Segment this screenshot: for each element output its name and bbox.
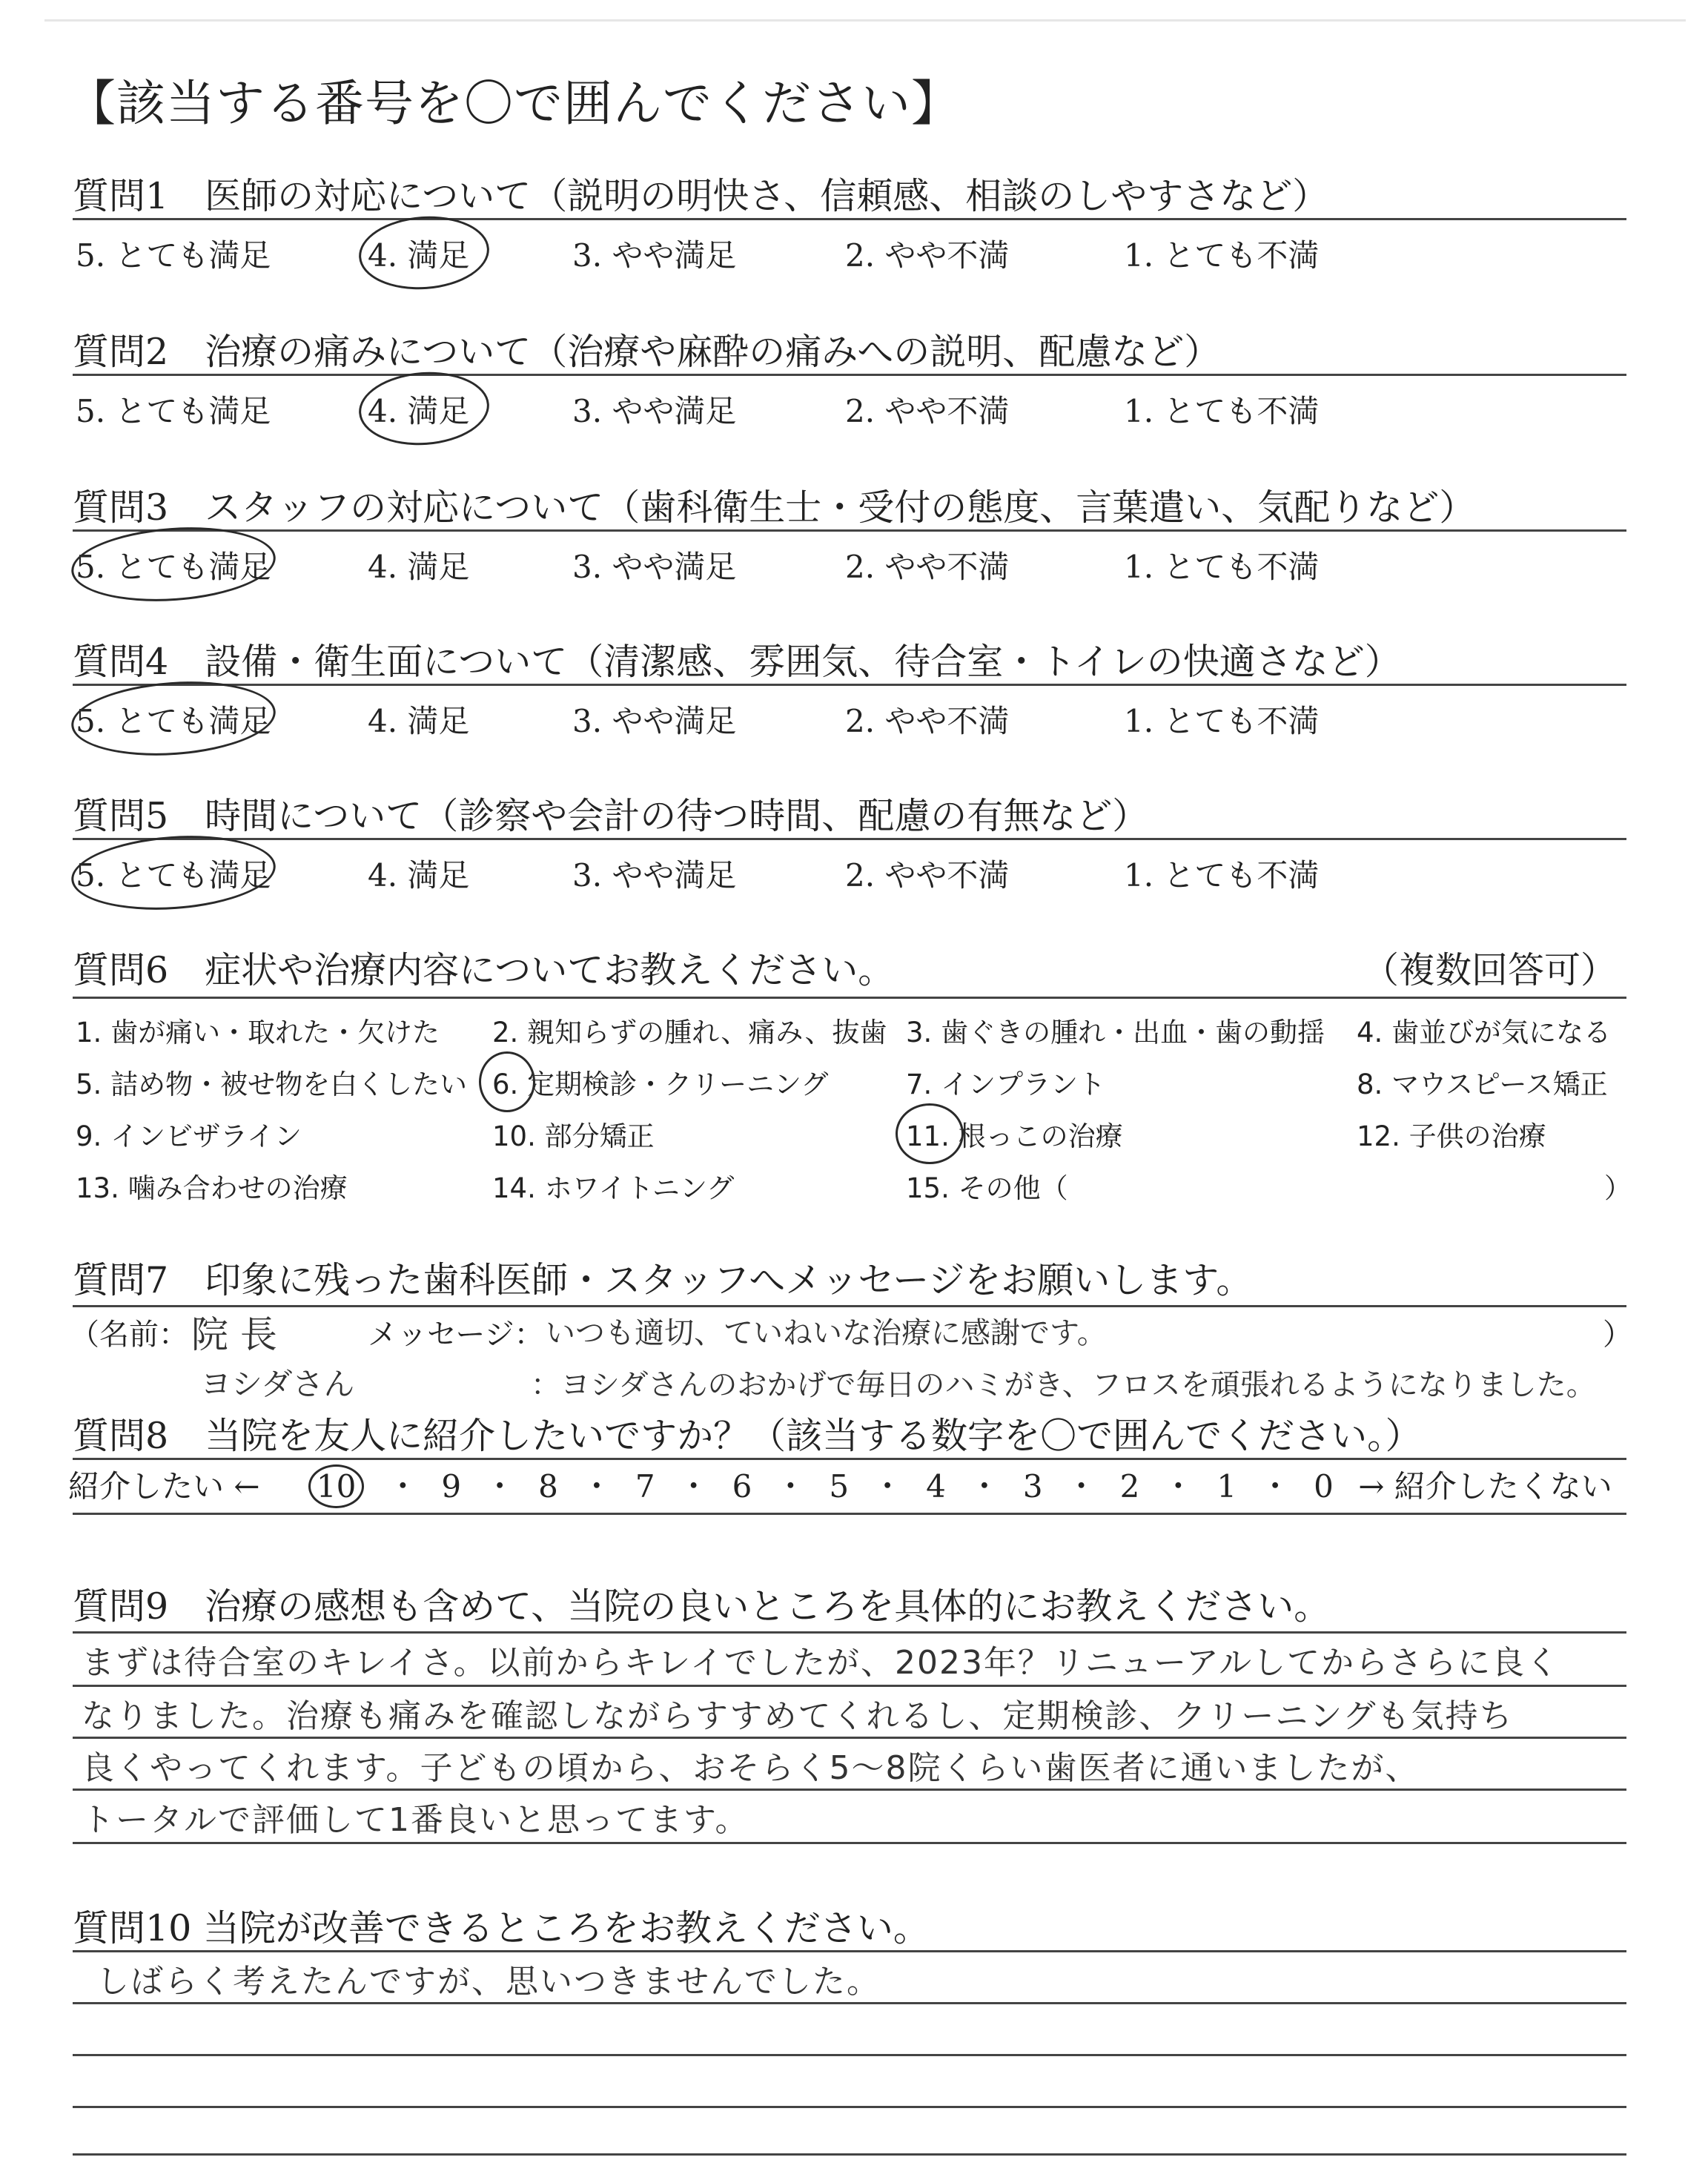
q8-scale-dot: ・ [678, 1468, 709, 1505]
q6-option-3[interactable]: 3. 歯ぐきの腫れ・出血・歯の動揺 [906, 1017, 1325, 1048]
q6-option-6[interactable]: 6. 定期検診・クリーニング [492, 1069, 829, 1100]
q3-option-1[interactable]: 1. とても不満 [1124, 549, 1320, 585]
q4-option-3[interactable]: 3. やや満足 [572, 703, 737, 739]
q5-option-1[interactable]: 1. とても不満 [1124, 857, 1320, 894]
q6-other-close: ） [1604, 1172, 1632, 1204]
q1-option-5[interactable]: 5. とても満足 [76, 237, 271, 274]
q1-option-2[interactable]: 2. やや不満 [845, 237, 1010, 274]
q6-option-5[interactable]: 5. 詰め物・被せ物を白くしたい [76, 1069, 468, 1100]
q10-rule-3 [73, 2054, 1626, 2056]
q8-scale-9[interactable]: 9 [441, 1468, 462, 1505]
q8-scale-dot: ・ [387, 1468, 419, 1505]
q4-option-4[interactable]: 4. 満足 [368, 703, 470, 739]
q8-scale-2[interactable]: 2 [1119, 1468, 1140, 1505]
q3-option-2[interactable]: 2. やや不満 [845, 549, 1010, 585]
q1-rule [73, 218, 1626, 220]
q10-title: 質問10 当院が改善できるところをお教えください。 [73, 1907, 930, 1949]
q3-option-5[interactable]: 5. とても満足 [76, 549, 271, 585]
q7-close-paren: ） [1603, 1318, 1632, 1352]
q3-selection-circle [69, 521, 278, 607]
q6-option-12[interactable]: 12. 子供の治療 [1357, 1120, 1546, 1152]
q6-selection-circle-1 [479, 1051, 535, 1112]
q10-rule-4 [73, 2106, 1626, 2108]
q1-title: 質問1 医師の対応について（説明の明快さ、信頼感、相談のしやすさなど） [73, 175, 1329, 217]
q8-scale [68, 1462, 1612, 1508]
q6-option-7[interactable]: 7. インプラント [906, 1069, 1106, 1100]
q8-scale-10[interactable]: 10 [308, 1464, 364, 1508]
q8-scale-8[interactable]: 8 [538, 1468, 558, 1505]
q5-option-5[interactable]: 5. とても満足 [76, 857, 271, 894]
q4-selection-circle [69, 675, 278, 762]
q2-selection-circle [357, 368, 491, 449]
q1-option-4[interactable]: 4. 満足 [368, 237, 470, 274]
q4-option-2[interactable]: 2. やや不満 [845, 703, 1010, 739]
q3-option-4[interactable]: 4. 満足 [368, 549, 470, 585]
q2-option-5[interactable]: 5. とても満足 [76, 393, 271, 429]
q8-scale-dot: ・ [580, 1468, 612, 1505]
q5-option-2[interactable]: 2. やや不満 [845, 857, 1010, 894]
q6-option-13[interactable]: 13. 噛み合わせの治療 [76, 1172, 348, 1204]
q7-name-1: 院 長 [191, 1313, 277, 1356]
q2-option-1[interactable]: 1. とても不満 [1124, 393, 1320, 429]
q5-rule [73, 838, 1626, 840]
page-title: 【該当する番号を〇で囲んでください】 [67, 75, 961, 132]
q4-title: 質問4 設備・衛生面について（清潔感、雰囲気、待合室・トイレの快適さなど） [73, 641, 1401, 683]
q9-line-1: まずは待合室のキレイさ。以前からキレイでしたが、2023年？リニューアルしてからさらに良く [82, 1644, 1560, 1682]
q8-scale-dot: ・ [1162, 1468, 1194, 1505]
q9-rule-3 [73, 1737, 1626, 1739]
q8-scale-dot: ・ [1065, 1468, 1097, 1505]
q5-option-4[interactable]: 4. 満足 [368, 857, 470, 894]
q5-title: 質問5 時間について（診察や会計の待つ時間、配慮の有無など） [73, 795, 1149, 837]
q8-bottom-rule [73, 1513, 1626, 1515]
q3-option-3[interactable]: 3. やや満足 [572, 549, 737, 585]
q10-rule-2 [73, 2002, 1626, 2004]
q9-line-3: 良くやってくれます。子どもの頃から、おそらく5〜8院くらい歯医者に通いましたが、 [82, 1749, 1420, 1787]
q6-option-11[interactable]: 11. 根っこの治療 [906, 1120, 1123, 1152]
q1-selection-circle [357, 212, 491, 294]
q6-note: （複数回答可） [1363, 949, 1618, 991]
q6-option-15[interactable]: 15. その他（ [906, 1172, 1068, 1204]
q6-selection-circle-2 [896, 1103, 964, 1164]
q8-scale-6[interactable]: 6 [732, 1468, 752, 1505]
q1-option-3[interactable]: 3. やや満足 [572, 237, 737, 274]
q8-scale-dot: ・ [1260, 1468, 1291, 1505]
q8-scale-3[interactable]: 3 [1022, 1468, 1043, 1505]
q4-option-5[interactable]: 5. とても満足 [76, 703, 271, 739]
q6-option-8[interactable]: 8. マウスピース矯正 [1357, 1069, 1608, 1100]
q4-rule [73, 684, 1626, 686]
q2-title: 質問2 治療の痛みについて（治療や麻酔の痛みへの説明、配慮など） [73, 331, 1221, 373]
q5-option-3[interactable]: 3. やや満足 [572, 857, 737, 894]
q2-rule [73, 374, 1626, 376]
q9-rule-1 [73, 1631, 1626, 1634]
q8-scale-dot: ・ [484, 1468, 516, 1505]
q8-scale-4[interactable]: 4 [926, 1468, 946, 1505]
q6-option-9[interactable]: 9. インビザライン [76, 1120, 302, 1152]
q9-rule-5 [73, 1842, 1626, 1844]
q10-line-1: しばらく考えたんですが、思いつきませんでした。 [96, 1963, 881, 2001]
q4-option-1[interactable]: 1. とても不満 [1124, 703, 1320, 739]
q9-line-2: なりました。治療も痛みを確認しながらすすめてくれるし、定期検診、クリーニングも気持ち [82, 1697, 1514, 1735]
q9-rule-4 [73, 1789, 1626, 1791]
q9-title: 質問9 治療の感想も含めて、当院の良いところを具体的にお教えください。 [73, 1585, 1331, 1628]
q2-option-4[interactable]: 4. 満足 [368, 393, 470, 429]
q6-option-2[interactable]: 2. 親知らずの腫れ、痛み、抜歯 [492, 1017, 887, 1048]
q7-message-label: メッセージ： [368, 1318, 544, 1352]
q7-message-2: ：ヨシダさんのおかげで毎日のハミがき、フロスを頑張れるようになりました。 [531, 1368, 1596, 1402]
q7-rule [73, 1305, 1626, 1307]
q8-right-label: → 紹介したくない [1358, 1468, 1612, 1505]
q2-option-3[interactable]: 3. やや満足 [572, 393, 737, 429]
q6-option-10[interactable]: 10. 部分矯正 [492, 1120, 655, 1152]
q9-line-4: トータルで評価して1番良いと思ってます。 [82, 1801, 749, 1839]
q3-title: 質問3 スタッフの対応について（歯科衛生士・受付の態度、言葉遣い、気配りなど） [73, 486, 1476, 529]
top-border [44, 19, 1686, 22]
q8-scale-dot: ・ [872, 1468, 904, 1505]
q8-scale-dot: ・ [968, 1468, 1000, 1505]
q6-title: 質問6 症状や治療内容についてお教えください。 [73, 949, 895, 991]
q5-selection-circle [69, 829, 278, 916]
q9-rule-2 [73, 1685, 1626, 1687]
q10-rule-1 [73, 1950, 1626, 1952]
q8-scale-dot: ・ [775, 1468, 807, 1505]
q8-scale-0[interactable]: 0 [1314, 1468, 1334, 1505]
q8-scale-1[interactable]: 1 [1217, 1468, 1237, 1505]
q3-rule [73, 529, 1626, 532]
q1-option-1[interactable]: 1. とても不満 [1124, 237, 1320, 274]
q8-title: 質問8 当院を友人に紹介したいですか？（該当する数字を〇で囲んでください。） [73, 1415, 1422, 1457]
q6-rule [73, 997, 1626, 999]
q6-option-1[interactable]: 1. 歯が痛い・取れた・欠けた [76, 1017, 440, 1048]
q7-message-1: いつも適切、ていねいな治療に感謝です。 [546, 1316, 1107, 1350]
q7-name-label: （名前： [70, 1318, 188, 1352]
q8-left-label: 紹介したい ← [68, 1468, 260, 1505]
q8-scale-5[interactable]: 5 [829, 1468, 850, 1505]
q7-name-2: ヨシダさん [200, 1366, 355, 1402]
q8-rule [73, 1458, 1626, 1460]
q7-title: 質問7 印象に残った歯科医師・スタッフへメッセージをお願いします。 [73, 1259, 1253, 1301]
q10-rule-5 [73, 2153, 1626, 2156]
q8-scale-7[interactable]: 7 [635, 1468, 655, 1505]
q6-option-4[interactable]: 4. 歯並びが気になる [1357, 1017, 1612, 1048]
q6-option-14[interactable]: 14. ホワイトニング [492, 1172, 735, 1204]
q2-option-2[interactable]: 2. やや不満 [845, 393, 1010, 429]
